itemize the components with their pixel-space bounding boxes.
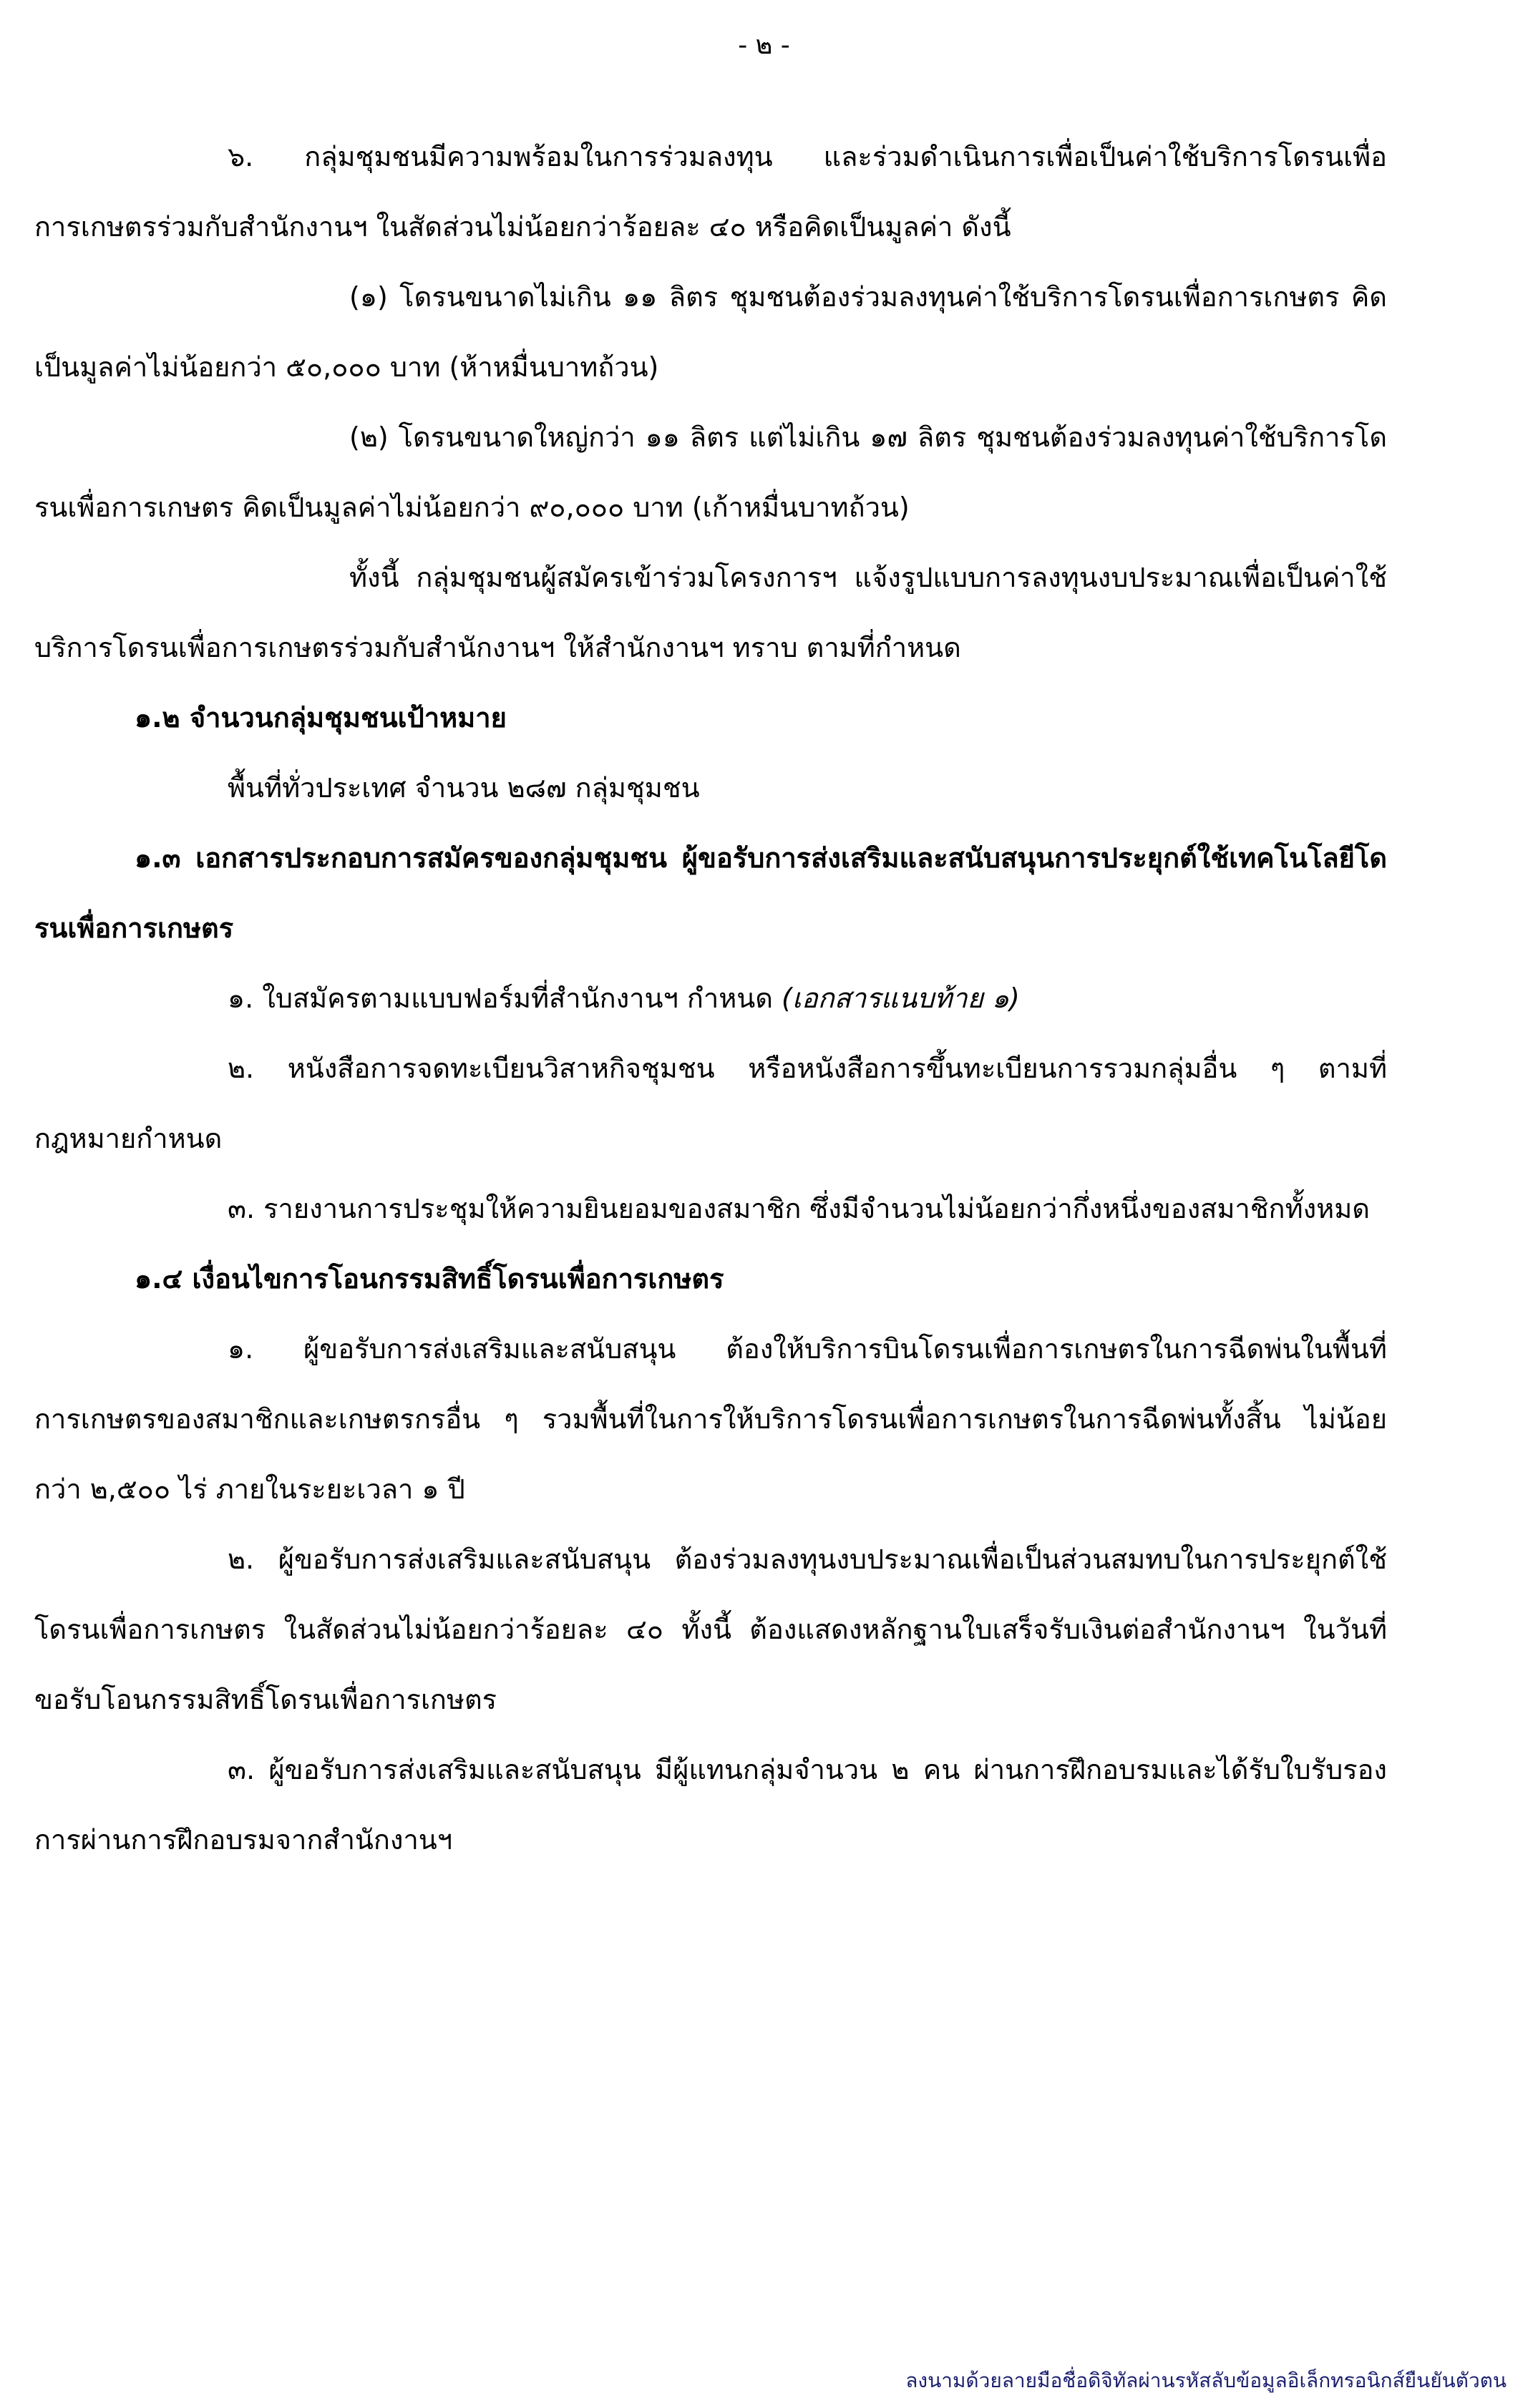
paragraph-condition-1: ๑. ผู้ขอรับการส่งเสริมและสนับสนุน ต้องให้บริการบินโดรนเพื่อการเกษตรในการฉีดพ่นในพื้นที่การเกษตรของสมาชิกและเกษตรกรอื่น ๆ รวมพื้นที่ในการให้บริการโดรนเพื่อการเกษตรในการฉีดพ่นทั้งสิ้น ไม่น้อยกว่า ๒,๕๐๐ ไร่ ภายในระยะเวลา ๑ ปี [34,1333,1387,1505]
paragraph-condition-3: ๓. ผู้ขอรับการส่งเสริมและสนับสนุน มีผู้แทนกลุ่มจำนวน ๒ คน ผ่านการฝึกอบรมและได้รับใบรับรองการผ่านการฝึกอบรมจากสำนักงานฯ [34,1754,1387,1856]
section-heading-1-2: ๑.๒ จำนวนกลุ่มชุมชนเป้าหมาย [135,702,507,733]
section-heading-1-4: ๑.๔ เงื่อนไขการโอนกรรมสิทธิ์โดรนเพื่อการเกษตร [135,1263,724,1295]
digital-signature-note: ลงนามด้วยลายมือชื่อดิจิทัลผ่านรหัสลับข้อมูลอิเล็กทรอนิกส์ยืนยันตัวตน [905,2369,1507,2392]
attachment-reference: (เอกสารแนบท้าย ๑) [782,983,1020,1014]
paragraph-subitem-2: (๒) โดรนขนาดใหญ่กว่า ๑๑ ลิตร แต่ไม่เกิน ๑๗ ลิตร ชุมชนต้องร่วมลงทุนค่าใช้บริการโดรนเพื่อการเกษตร คิดเป็นมูลค่าไม่น้อยกว่า ๙๐,๐๐๐ บาท (เก้าหมื่นบาทถ้วน) [34,421,1387,523]
document-body [34,122,1387,1875]
doc-item-1-text: ๑. ใบสมัครตามแบบฟอร์มที่สำนักงานฯ กำหนด [228,983,773,1014]
paragraph-target-area: พื้นที่ทั่วประเทศ จำนวน ๒๘๗ กลุ่มชุมชน [228,772,700,804]
page-number: - ๒ - [738,31,790,60]
paragraph-condition-2: ๒. ผู้ขอรับการส่งเสริมและสนับสนุน ต้องร่วมลงทุนงบประมาณเพื่อเป็นส่วนสมทบในการประยุกต์ใช้โดรนเพื่อการเกษตร ในสัดส่วนไม่น้อยกว่าร้อยละ ๔๐ ทั้งนี้ ต้องแสดงหลักฐานใบเสร็จรับเงินต่อสำนักงานฯ ในวันที่ขอรับโอนกรรมสิทธิ์โดรนเพื่อการเกษตร [34,1544,1387,1715]
paragraph-doc-item-1 [34,963,1387,1033]
paragraph-doc-item-2: ๒. หนังสือการจดทะเบียนวิสาหกิจชุมชน หรือหนังสือการขึ้นทะเบียนการรวมกลุ่มอื่น ๆ ตามที่กฎหมายกำหนด [34,1053,1387,1154]
paragraph-note: ทั้งนี้ กลุ่มชุมชนผู้สมัครเข้าร่วมโครงการฯ แจ้งรูปแบบการลงทุนงบประมาณเพื่อเป็นค่าใช้บริการโดรนเพื่อการเกษตรร่วมกับสำนักงานฯ ให้สำนักงานฯ ทราบ ตามที่กำหนด [34,562,1387,663]
paragraph-doc-item-3: ๓. รายงานการประชุมให้ความยินยอมของสมาชิก ซึ่งมีจำนวนไม่น้อยกว่ากึ่งหนึ่งของสมาชิกทั้งหมด [228,1193,1370,1224]
section-heading-1-3: ๑.๓ เอกสารประกอบการสมัครของกลุ่มชุมชน ผู้ขอรับการส่งเสริมและสนับสนุนการประยุกต์ใช้เทคโนโลยีโดรนเพื่อการเกษตร [34,842,1387,944]
paragraph-item-6: ๖. กลุ่มชุมชนมีความพร้อมในการร่วมลงทุน และร่วมดำเนินการเพื่อเป็นค่าใช้บริการโดรนเพื่อการเกษตรร่วมกับสำนักงานฯ ในสัดส่วนไม่น้อยกว่าร้อยละ ๔๐ หรือคิดเป็นมูลค่า ดังนี้ [34,141,1387,243]
paragraph-subitem-1: (๑) โดรนขนาดไม่เกิน ๑๑ ลิตร ชุมชนต้องร่วมลงทุนค่าใช้บริการโดรนเพื่อการเกษตร คิดเป็นมูลค่าไม่น้อยกว่า ๕๐,๐๐๐ บาท (ห้าหมื่นบาทถ้วน) [34,281,1387,383]
